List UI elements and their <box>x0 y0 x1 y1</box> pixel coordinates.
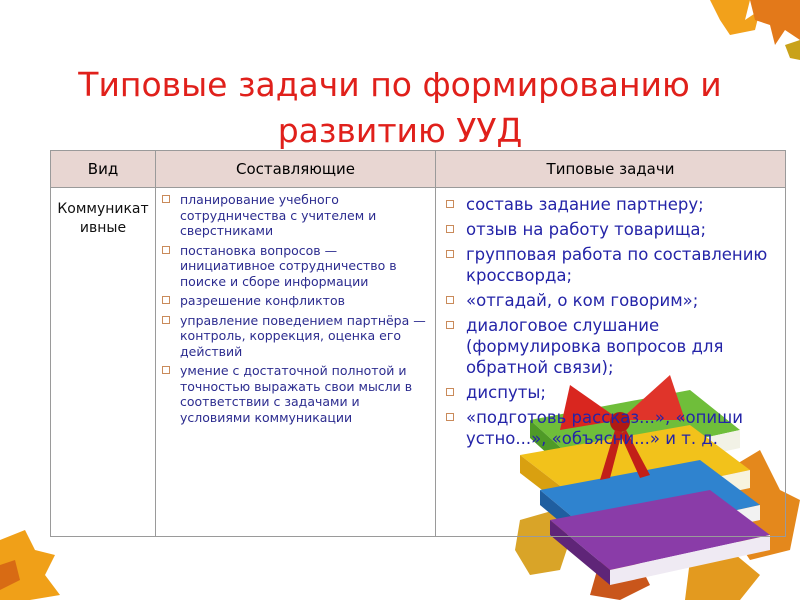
list-item: диалоговое слушание (формулировка вопросов для обратной связи); <box>444 315 779 378</box>
type-label: Коммуникативные <box>57 201 149 236</box>
uud-table <box>50 150 786 537</box>
table-header-row <box>51 151 786 188</box>
square-bullet-icon <box>446 321 454 329</box>
square-bullet-icon <box>162 366 170 374</box>
components-list <box>162 192 429 425</box>
square-bullet-icon <box>446 296 454 304</box>
list-item: управление поведением партнёра — контроль, коррекция, оценка его действий <box>162 313 429 360</box>
header-components: Составляющие <box>156 151 436 188</box>
list-item: групповая работа по составлению кроссворда; <box>444 244 779 286</box>
list-item: диспуты; <box>444 382 779 403</box>
list-item: планирование учебного сотрудничества с учителем и сверстниками <box>162 192 429 239</box>
list-item: разрешение конфликтов <box>162 293 429 309</box>
tasks-cell <box>436 188 786 537</box>
list-item: умение с достаточной полнотой и точностью выражать свои мысли в соответствии с задачами и условиями коммуникации <box>162 363 429 425</box>
square-bullet-icon <box>446 200 454 208</box>
list-item: отзыв на работу товарища; <box>444 219 779 240</box>
header-type: Вид <box>51 151 156 188</box>
square-bullet-icon <box>446 413 454 421</box>
square-bullet-icon <box>162 316 170 324</box>
square-bullet-icon <box>162 195 170 203</box>
tasks-list <box>444 194 779 449</box>
page-title: Типовые задачи по формированию и развитию УУД <box>78 65 722 151</box>
table-row <box>51 188 786 537</box>
square-bullet-icon <box>162 246 170 254</box>
square-bullet-icon <box>446 388 454 396</box>
square-bullet-icon <box>162 296 170 304</box>
list-item: составь задание партнеру; <box>444 194 779 215</box>
list-item: «подготовь рассказ...», «опиши устно...», «объясни...» и т. д. <box>444 407 779 449</box>
list-item: постановка вопросов — инициативное сотрудничество в поиске и сборе информации <box>162 243 429 290</box>
header-tasks: Типовые задачи <box>436 151 786 188</box>
components-cell <box>156 188 436 537</box>
square-bullet-icon <box>446 250 454 258</box>
type-cell <box>51 188 156 537</box>
list-item: «отгадай, о ком говорим»; <box>444 290 779 311</box>
square-bullet-icon <box>446 225 454 233</box>
autumn-leaves-top-right-icon <box>690 0 800 60</box>
